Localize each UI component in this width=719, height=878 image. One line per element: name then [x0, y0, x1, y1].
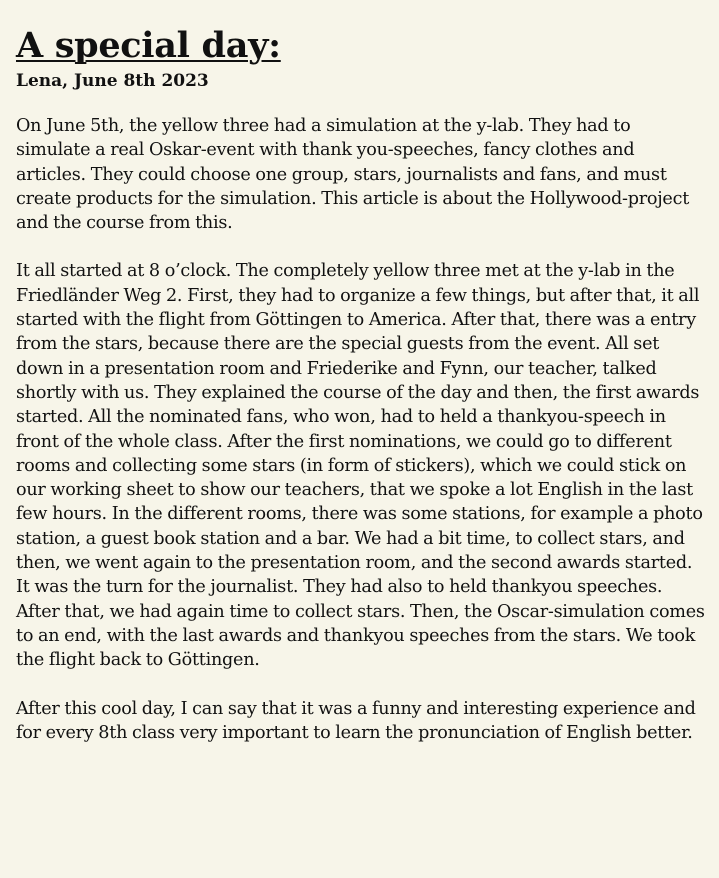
article-byline: Lena, June 8th 2023 [16, 71, 209, 91]
paragraph-conclusion: After this cool day, I can say that it was a funny and interesting experience and for every 8th class very important to learn the pronunciation of English better. [16, 698, 696, 743]
paragraph-intro: On June 5th, the yellow three had a simulation at the y-lab. They had to simulate a real Oskar-event with thank you-speeches, fancy clothes and articles. They could choose one group, stars, journalists and fans, and must create products for the simulation. This article is about the Hollywood-project and the course from this. [16, 116, 690, 234]
paragraph-day-events: It all started at 8 o’clock. The completely yellow three met at the y-lab in the Friedländer Weg 2. First, they had to organize a few things, but after that, it all started with the flight from Göttingen to America. After that, there was a entry from the stars, because there are the special guests from the event. All set down in a presentation room and Friederike and Fynn, our teacher, talked shortly with us. They explained the course of the day and then, the first awards started. All the nominated fans, who won, had to held a thankyou-speech in front of the whole class. After the first nominations, we could go to different rooms and collecting some stars (in form of stickers), which we could stick on our working sheet to show our teachers, that we spoke a lot English in the last few hours. In the different rooms, there was some stations, for example a photo station, a guest book station and a bar. We had a bit time, to collect stars, and then, we went again to the presentation room, and the second awards started. It was the turn for the journalist. They had also to held thankyou speeches. After that, we had again time to collect stars. Then, the Oscar-simulation comes to an end, with the last awards and thankyou speeches from the stars. We took the flight back to Göttingen. [16, 261, 705, 671]
article-title: A special day: [16, 25, 281, 66]
article-body [16, 114, 705, 745]
